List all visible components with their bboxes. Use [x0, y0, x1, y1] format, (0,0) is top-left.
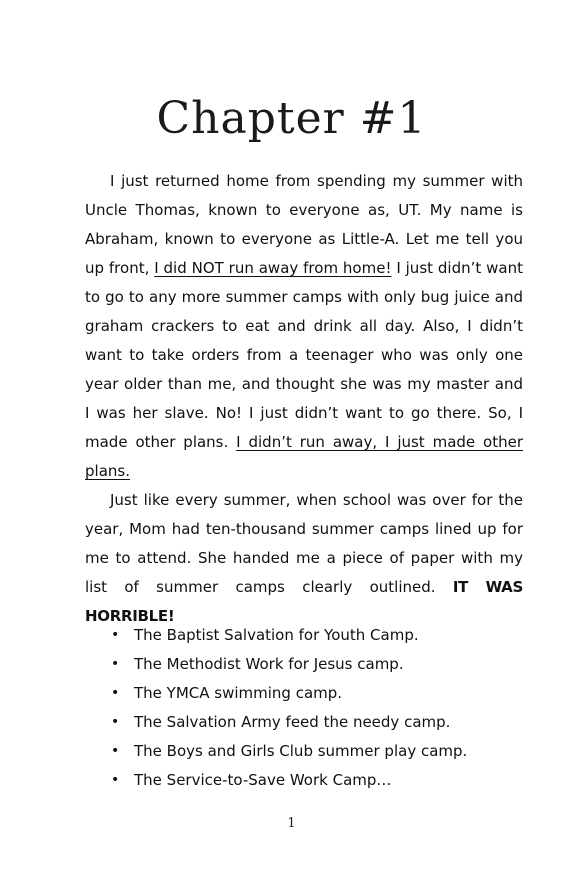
bullet-icon: • — [111, 743, 120, 759]
bullet-icon: • — [111, 685, 120, 701]
bullet-icon: • — [111, 627, 120, 643]
list-item-text: The Baptist Salvation for Youth Camp. — [134, 626, 419, 644]
paragraph-1-underline-b: I didn’t run away, I just made other plans. — [85, 433, 523, 480]
paragraph-2-emphasis: IT WAS HORRIBLE! — [85, 578, 523, 625]
bullet-icon: • — [111, 714, 120, 730]
list-item-text: The Boys and Girls Club summer play camp. — [134, 742, 468, 760]
list-item-text: The Service-to-Save Work Camp… — [134, 771, 392, 789]
list-item — [85, 766, 523, 795]
summer-camp-list — [85, 621, 523, 795]
list-item — [85, 708, 523, 737]
list-item-text: The Salvation Army feed the needy camp. — [134, 713, 451, 731]
list-item — [85, 737, 523, 766]
chapter-body — [85, 167, 523, 631]
paragraph-2 — [85, 486, 523, 631]
chapter-title: Chapter #1 — [156, 93, 427, 145]
paragraph-1-text-a: I just returned home from spending my summer with Uncle Thomas, known to everyone as, UT. My name is Abraham, known to everyone as Little-A. Let me tell you up front, — [85, 172, 523, 277]
paragraph-1-underline-a: I did NOT run away from home! — [154, 259, 392, 277]
page-number: 1 — [287, 816, 296, 831]
paragraph-1 — [85, 167, 523, 486]
list-item — [85, 679, 523, 708]
bullet-icon: • — [111, 772, 120, 788]
list-item-text: The YMCA swimming camp. — [134, 684, 343, 702]
list-item — [85, 621, 523, 650]
list-item — [85, 650, 523, 679]
paragraph-2-text: Just like every summer, when school was over for the year, Mom had ten-thousand summer camps lined up for me to attend. She handed me a piece of paper with my list of summer camps clearly outlined. — [85, 491, 523, 596]
bullet-icon: • — [111, 656, 120, 672]
list-item-text: The Methodist Work for Jesus camp. — [134, 655, 404, 673]
paragraph-1-text-b: I just didn’t want to go to any more summer camps with only bug juice and graham crackers to eat and drink all day. Also, I didn’t want to take orders from a teenager who was only one year older than me, and thought she was my master and I was her slave. No! I just didn’t want to go there. So, I made other plans. — [85, 259, 523, 451]
